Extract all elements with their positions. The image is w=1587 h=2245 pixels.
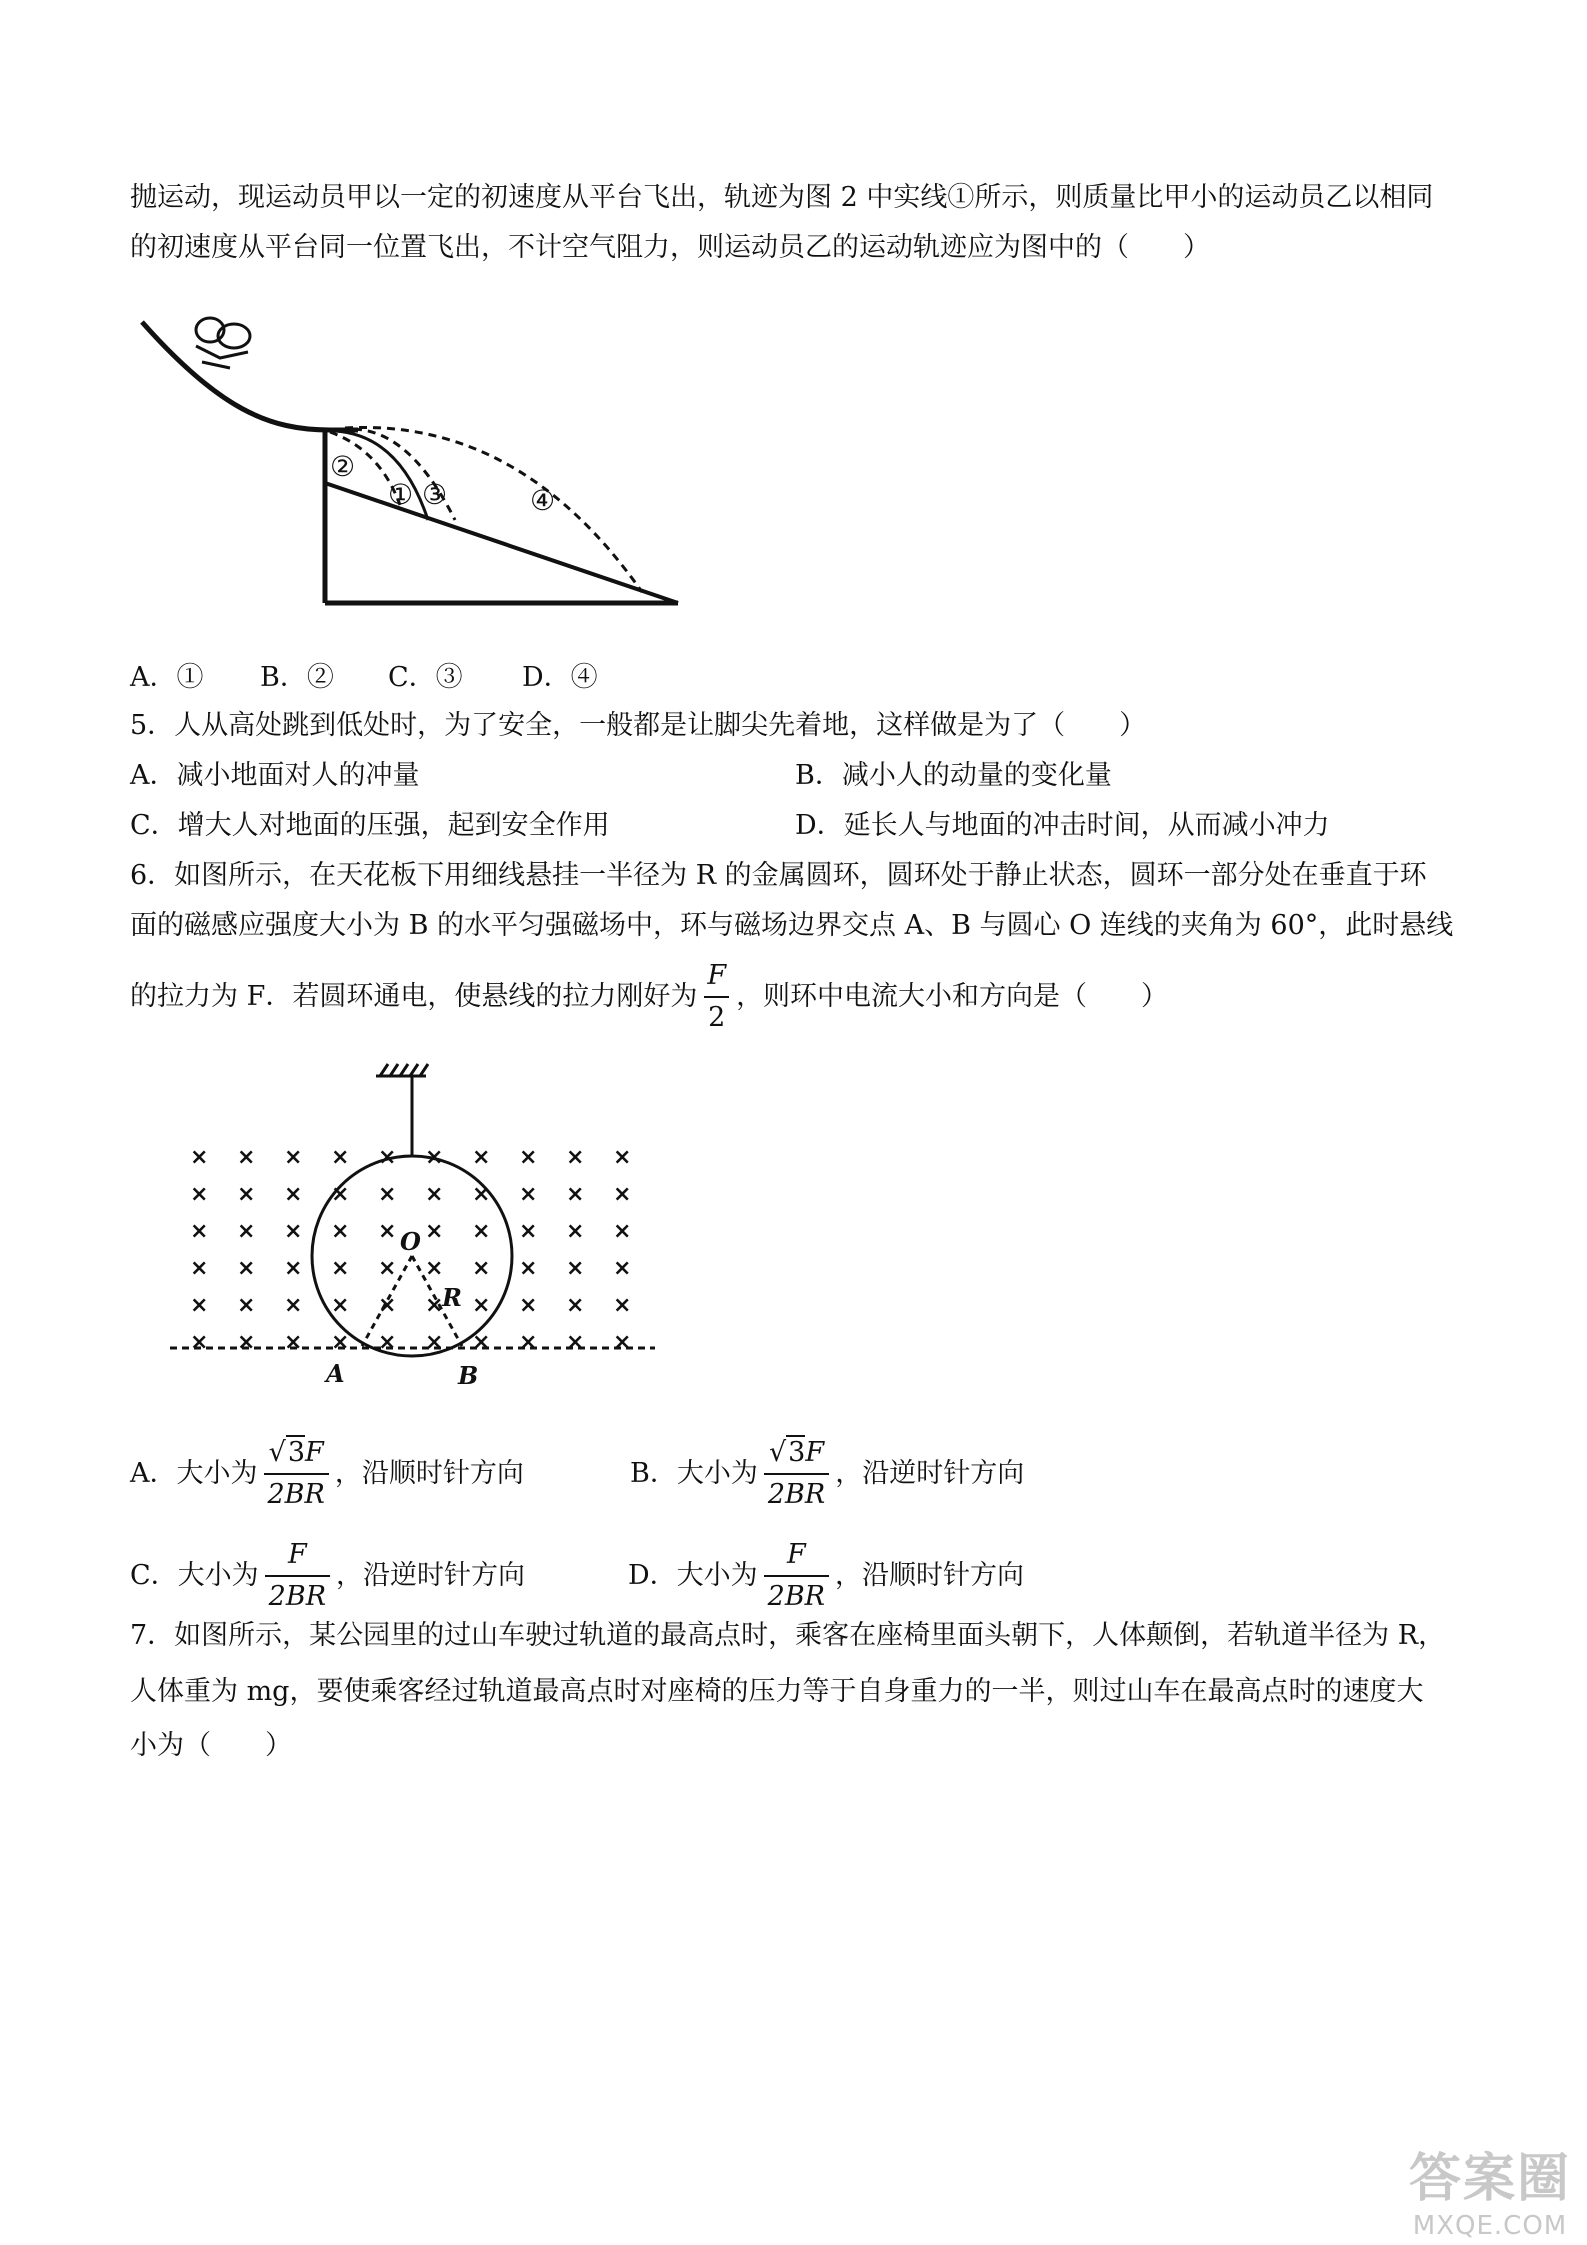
field-cross-icon: × (378, 1145, 397, 1170)
q6-option-a-post: ，沿顺时针方向 (334, 1458, 524, 1489)
field-cross-icon: × (237, 1330, 256, 1355)
q6-option-c[interactable] (130, 1535, 525, 1617)
fraction-denominator: 2BR (764, 1575, 829, 1617)
field-cross-icon: × (519, 1330, 538, 1355)
field-cross-icon: × (613, 1145, 632, 1170)
q7-text-line-1: 7．如图所示，某公园里的过山车驶过轨道的最高点时，乘客在座椅里面头朝下，人体颠倒，若轨道半径为 R， (130, 1620, 1446, 1651)
field-cross-icon: × (331, 1330, 350, 1355)
label-point-b: B (458, 1361, 479, 1390)
field-cross-icon: × (425, 1330, 444, 1355)
field-cross-icon: × (190, 1330, 209, 1355)
q5-option-b[interactable]: B．减小人的动量的变化量 (795, 760, 1112, 791)
watermark (1409, 2136, 1571, 2241)
field-cross-icon: × (237, 1293, 256, 1318)
q6-option-b-pre: B．大小为 (630, 1458, 758, 1489)
field-cross-icon: × (613, 1293, 632, 1318)
q6-option-b[interactable] (630, 1433, 1024, 1515)
fraction-denominator: 2BR (265, 1575, 330, 1617)
field-cross-icon: × (425, 1256, 444, 1281)
q6-text-line-1: 6．如图所示，在天花板下用细线悬挂一半径为 R 的金属圆环，圆环处于静止状态，圆环一部分处在垂直于环 (130, 860, 1427, 891)
field-cross-icon: × (284, 1330, 303, 1355)
field-cross-icon: × (284, 1145, 303, 1170)
q6-option-d[interactable] (628, 1535, 1024, 1617)
q6-ring-figure (160, 1060, 670, 1400)
q4-text-line-2: 的初速度从平台同一位置飞出，不计空气阻力，则运动员乙的运动轨迹应为图中的（ ） (130, 232, 1210, 263)
field-cross-icon: × (190, 1256, 209, 1281)
q7-text-line-2: 人体重为 mg，要使乘客经过轨道最高点时对座椅的压力等于自身重力的一半，则过山车在最高点时的速度大 (130, 1676, 1424, 1707)
q6-option-c-fraction (265, 1535, 330, 1617)
field-cross-icon: × (472, 1256, 491, 1281)
field-cross-icon: × (566, 1256, 585, 1281)
field-cross-icon: × (378, 1330, 397, 1355)
field-cross-icon: × (472, 1219, 491, 1244)
field-cross-icon: × (613, 1256, 632, 1281)
field-cross-icon: × (425, 1182, 444, 1207)
q4-text-line-1: 抛运动，现运动员甲以一定的初速度从平台飞出，轨迹为图 2 中实线①所示，则质量比甲小的运动员乙以相同 (130, 182, 1434, 213)
field-cross-icon: × (190, 1182, 209, 1207)
label-center-o: O (400, 1227, 421, 1256)
label-1: ① (388, 478, 414, 511)
watermark-url: MXQE.COM (1412, 2211, 1568, 2241)
sqrt-icon: √3 (268, 1437, 306, 1468)
field-cross-icon: × (519, 1219, 538, 1244)
q6-option-b-fraction (764, 1433, 829, 1515)
field-cross-icon: × (284, 1256, 303, 1281)
field-cross-icon: × (519, 1182, 538, 1207)
field-cross-icon: × (378, 1219, 397, 1244)
q6-text-line-3 (130, 955, 1168, 1039)
field-cross-icon: × (331, 1293, 350, 1318)
field-cross-icon: × (519, 1256, 538, 1281)
q6-option-d-pre: D．大小为 (628, 1560, 758, 1591)
field-cross-icon: × (519, 1293, 538, 1318)
field-cross-icon: × (425, 1219, 444, 1244)
field-cross-icon: × (566, 1293, 585, 1318)
field-cross-icon: × (237, 1256, 256, 1281)
field-cross-icon: × (519, 1145, 538, 1170)
fraction-denominator: 2 (704, 996, 729, 1038)
field-cross-icon: × (331, 1182, 350, 1207)
field-cross-icon: × (331, 1145, 350, 1170)
field-cross-icon: × (331, 1219, 350, 1244)
label-radius-r: R (442, 1283, 462, 1312)
q7-text-line-3: 小为（ ） (130, 1730, 292, 1761)
q6-text-line-2: 面的磁感应强度大小为 B 的水平匀强磁场中，环与磁场边界交点 A、B 与圆心 O 连线的夹角为 60°，此时悬线 (130, 910, 1454, 941)
field-cross-icon: × (190, 1293, 209, 1318)
sqrt-icon: √3 (768, 1437, 806, 1468)
q6-option-c-pre: C．大小为 (130, 1560, 259, 1591)
field-cross-icon: × (425, 1145, 444, 1170)
field-cross-icon: × (613, 1219, 632, 1244)
field-cross-icon: × (237, 1219, 256, 1244)
q6-option-c-post: ，沿逆时针方向 (336, 1560, 526, 1591)
q4-trajectory-figure (130, 300, 690, 630)
field-cross-icon: × (472, 1182, 491, 1207)
label-3: ③ (422, 478, 448, 511)
q4-option-a[interactable]: A．① (130, 662, 204, 693)
fraction-numerator: √3F (768, 1437, 825, 1468)
q6-line-3-post: ，则环中电流大小和方向是（ ） (736, 981, 1169, 1012)
fraction-numerator: F (287, 1539, 307, 1570)
fraction-denominator: 2BR (764, 1473, 829, 1515)
q6-half-force-fraction (703, 956, 730, 1038)
q5-option-a[interactable]: A．减小地面对人的冲量 (130, 760, 420, 791)
label-2: ② (330, 450, 356, 483)
field-cross-icon: × (425, 1293, 444, 1318)
q6-option-a-pre: A．大小为 (130, 1458, 258, 1489)
q5-stem: 5．人从高处跳到低处时，为了安全，一般都是让脚尖先着地，这样做是为了（ ） (130, 710, 1147, 741)
q6-line-3-pre: 的拉力为 F．若圆环通电，使悬线的拉力刚好为 (130, 981, 698, 1012)
field-cross-icon: × (566, 1145, 585, 1170)
q6-option-d-fraction (764, 1535, 829, 1617)
field-cross-icon: × (190, 1219, 209, 1244)
fraction-numerator: √3F (268, 1437, 324, 1468)
q4-option-b[interactable]: B．② (260, 662, 334, 693)
skier-icon (196, 318, 250, 368)
field-cross-icon: × (237, 1145, 256, 1170)
q6-option-d-post: ，沿顺时针方向 (835, 1560, 1025, 1591)
field-cross-icon: × (378, 1256, 397, 1281)
q4-option-d[interactable]: D．④ (522, 662, 598, 693)
field-cross-icon: × (472, 1145, 491, 1170)
slope-line (325, 483, 678, 603)
field-cross-icon: × (284, 1219, 303, 1244)
field-cross-icon: × (613, 1330, 632, 1355)
ceiling-icon (376, 1064, 428, 1076)
field-cross-icon: × (237, 1182, 256, 1207)
q6-option-a[interactable] (130, 1433, 524, 1515)
label-4: ④ (530, 484, 556, 517)
q6-option-a-fraction (264, 1433, 329, 1515)
field-cross-icon: × (566, 1219, 585, 1244)
field-cross-icon: × (566, 1330, 585, 1355)
fraction-denominator: 2BR (264, 1473, 329, 1515)
field-cross-icon: × (566, 1182, 585, 1207)
label-point-a: A (326, 1359, 345, 1388)
watermark-logo: 答案圈 (1408, 2149, 1571, 2209)
field-cross-icon: × (378, 1182, 397, 1207)
field-cross-icon: × (331, 1256, 350, 1281)
fraction-numerator: F (707, 960, 727, 991)
q5-option-d[interactable]: D．延长人与地面的冲击时间，从而减小冲力 (795, 810, 1330, 841)
field-cross-icon: × (190, 1145, 209, 1170)
fraction-numerator: F (786, 1539, 806, 1570)
field-cross-icon: × (472, 1330, 491, 1355)
q5-option-c[interactable]: C．增大人对地面的压强，起到安全作用 (130, 810, 610, 841)
q4-option-c[interactable]: C．③ (388, 662, 463, 693)
field-cross-icon: × (613, 1182, 632, 1207)
field-cross-icon: × (378, 1293, 397, 1318)
field-cross-icon: × (284, 1182, 303, 1207)
q6-option-b-post: ，沿逆时针方向 (835, 1458, 1025, 1489)
field-cross-icon: × (284, 1293, 303, 1318)
field-cross-icon: × (472, 1293, 491, 1318)
